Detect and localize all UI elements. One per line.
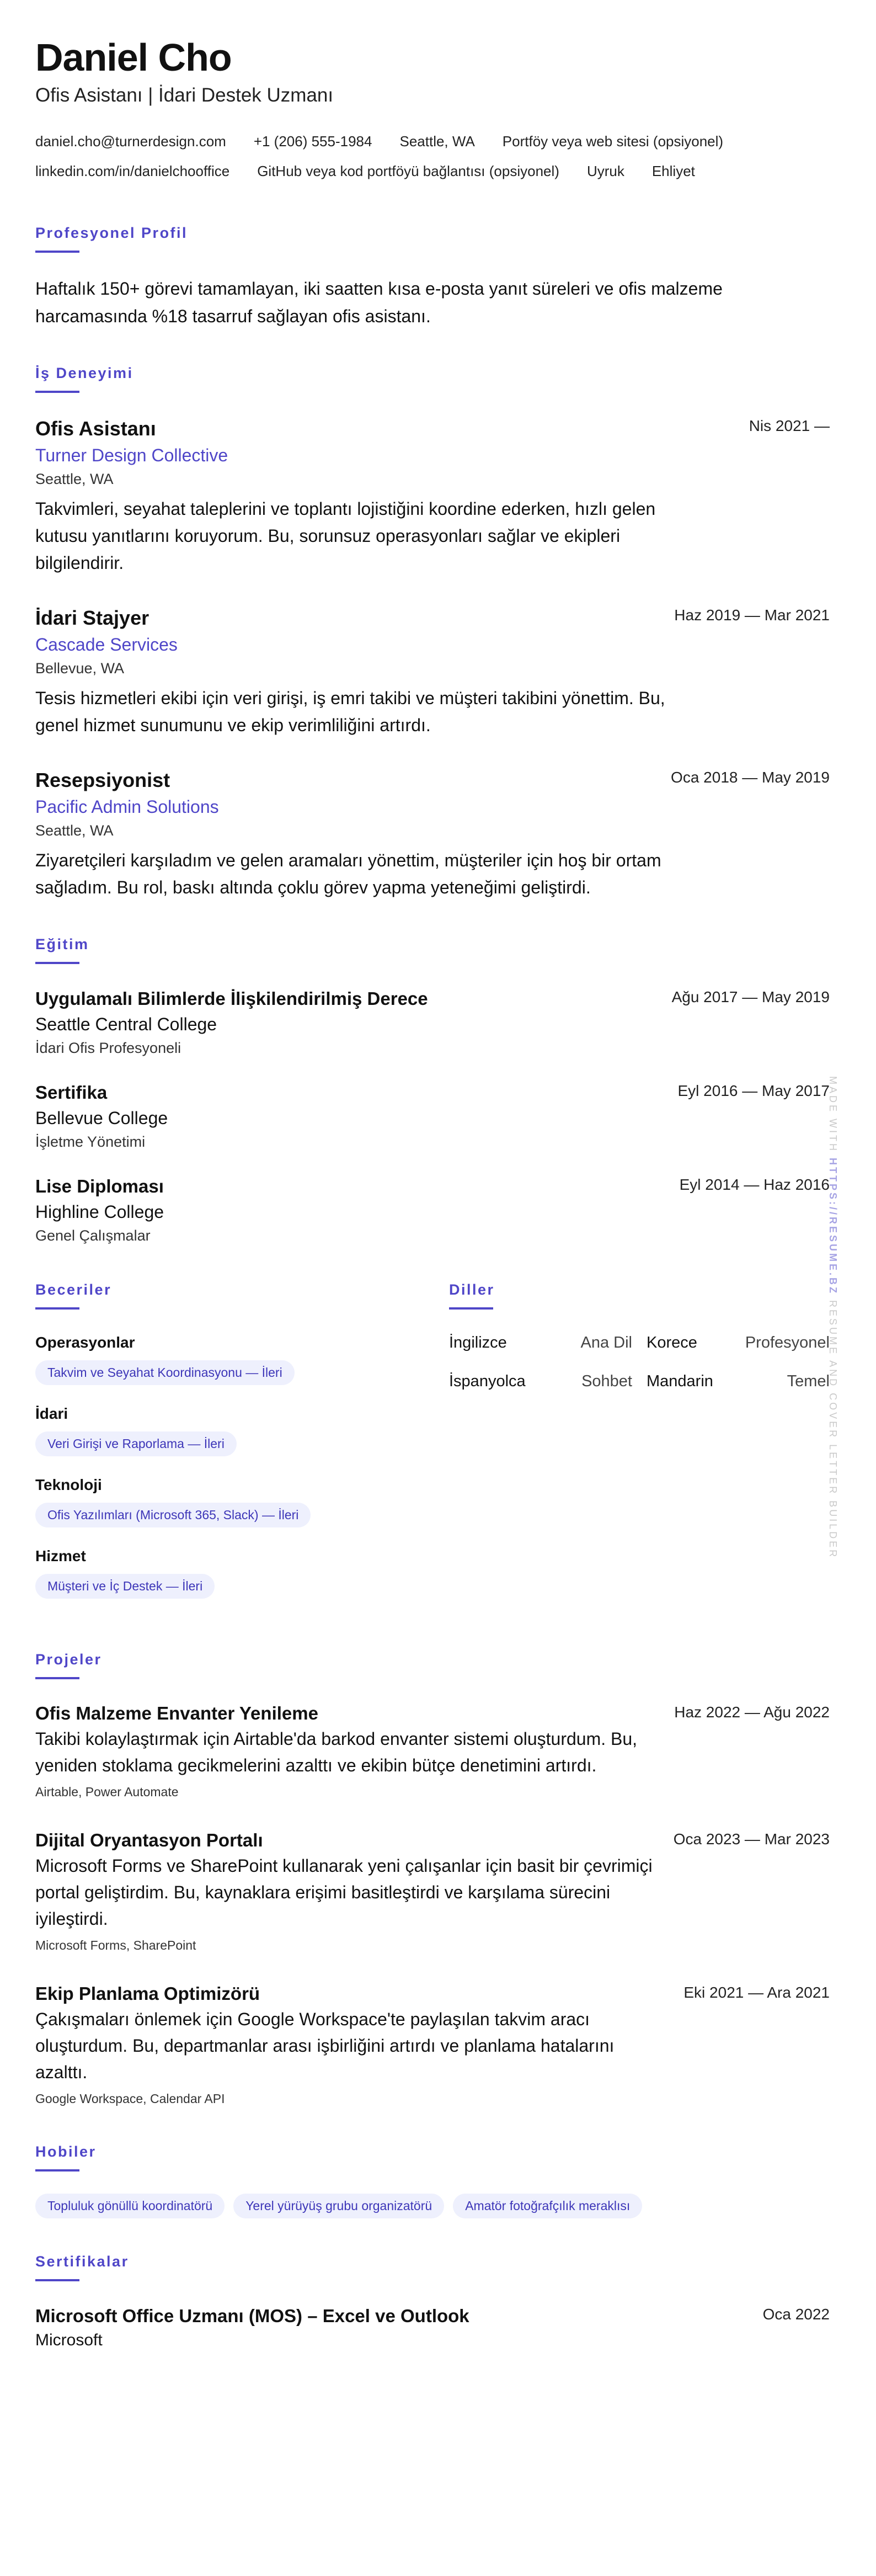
- project-title: Dijital Oryantasyon Portalı: [35, 1830, 263, 1850]
- skill-chip: Müşteri ve İç Destek — İleri: [35, 1574, 215, 1599]
- project-date: Eki 2021 — Ara 2021: [683, 1984, 830, 2001]
- section-divider: [35, 2279, 79, 2281]
- project-entry: [35, 1701, 830, 1802]
- experience-section: [35, 363, 830, 901]
- hobby-chip: Amatör fotoğrafçılık meraklısı: [453, 2194, 642, 2218]
- section-divider: [35, 391, 79, 393]
- profile-summary: Haftalık 150+ görevi tamamlayan, iki saatten kısa e-posta yanıt süreleri ve ofis malzeme harcamasında %18 tasarruf sağlayan ofis asistanı.: [35, 279, 723, 326]
- profile-section: [35, 223, 830, 330]
- section-title: Profesyonel Profil: [35, 225, 188, 241]
- hobby-chip: Yerel yürüyüş grubu organizatörü: [233, 2194, 444, 2218]
- project-title: Ofis Malzeme Envanter Yenileme: [35, 1703, 318, 1723]
- section-title: Hobiler: [35, 2143, 97, 2160]
- contact-nationality: Uyruk: [586, 163, 624, 179]
- job-company: Cascade Services: [35, 635, 178, 654]
- project-description: Microsoft Forms ve SharePoint kullanarak yeni çalışanlar için basit bir çevrimiçi portal geliştirdim. Bu, kaynaklara erişimi basitleştirdi ve karşılama sürecini iyileştirdi.: [35, 1856, 653, 1929]
- certification-title: Microsoft Office Uzmanı (MOS) – Excel ve Outlook: [35, 2306, 469, 2326]
- skill-category: İdari: [35, 1405, 68, 1422]
- contact-line-1: [35, 130, 830, 160]
- job-entry: [35, 604, 830, 739]
- hobby-list: [35, 2194, 830, 2218]
- education-date: Ağu 2017 — May 2019: [671, 988, 830, 1005]
- job-description: Ziyaretçileri karşıladım ve gelen aramaları yönettim, müşteriler için hoş bir ortam sağladım. Bu rol, baskı altında çoklu görev yapma yeteneğimi geliştirdi.: [35, 850, 661, 897]
- language-name: Korece: [647, 1334, 697, 1351]
- hobbies-section: [35, 2142, 830, 2218]
- watermark-link[interactable]: HTTPS://RESUME.BZ: [827, 1158, 838, 1296]
- language-item: [449, 1370, 632, 1392]
- section-title: Diller: [449, 1281, 495, 1298]
- job-date: Haz 2019 — Mar 2021: [674, 606, 830, 624]
- skill-group: [35, 1332, 449, 1385]
- skill-group: [35, 1545, 449, 1599]
- candidate-name: Daniel Cho: [35, 36, 232, 79]
- contact-info: [35, 130, 830, 190]
- contact-phone[interactable]: +1 (206) 555-1984: [253, 133, 372, 150]
- job-location: Seattle, WA: [35, 471, 114, 487]
- education-entry: [35, 986, 830, 1059]
- builder-watermark: [827, 1076, 838, 1559]
- job-date: Nis 2021 —: [749, 417, 830, 434]
- contact-line-2: [35, 160, 830, 190]
- education-entry: [35, 1174, 830, 1247]
- education-institution: Highline College: [35, 1202, 164, 1222]
- job-location: Bellevue, WA: [35, 660, 125, 677]
- language-name: İspanyolca: [449, 1372, 526, 1390]
- section-divider: [35, 1307, 79, 1310]
- education-institution: Bellevue College: [35, 1108, 168, 1128]
- language-level: Profesyonel: [745, 1334, 830, 1351]
- job-date: Oca 2018 — May 2019: [671, 769, 830, 786]
- skill-chip: Veri Girişi ve Raporlama — İleri: [35, 1431, 237, 1456]
- education-date: Eyl 2016 — May 2017: [677, 1082, 830, 1099]
- language-item: [647, 1370, 830, 1392]
- language-name: İngilizce: [449, 1334, 507, 1351]
- skills-languages-row: [35, 1280, 830, 1616]
- language-level: Temel: [787, 1372, 830, 1390]
- skill-chip: Takvim ve Seyahat Koordinasyonu — İleri: [35, 1360, 295, 1385]
- job-entry: [35, 767, 830, 901]
- job-company: Pacific Admin Solutions: [35, 797, 219, 817]
- certification-date: Oca 2022: [762, 2306, 830, 2323]
- section-title: Beceriler: [35, 1281, 112, 1298]
- education-degree: Uygulamalı Bilimlerde İlişkilendirilmiş Derece: [35, 988, 428, 1009]
- language-item: [449, 1332, 632, 1354]
- job-description: Takvimleri, seyahat taleplerini ve toplantı lojistiğini koordine ederken, hızlı gelen kutusu yanıtlarını koruyorum. Bu, sorunsuz operasyonları sağlar ve ekipleri bilgilendirir.: [35, 499, 656, 573]
- skill-chip: Ofis Yazılımları (Microsoft 365, Slack) — İleri: [35, 1503, 311, 1527]
- project-tech: Google Workspace, Calendar API: [35, 2091, 225, 2106]
- education-entry: [35, 1080, 830, 1153]
- section-divider: [35, 962, 79, 964]
- skill-group: [35, 1474, 449, 1527]
- project-date: Oca 2023 — Mar 2023: [673, 1830, 830, 1848]
- section-title: Sertifikalar: [35, 2253, 129, 2270]
- candidate-headline: Ofis Asistanı | İdari Destek Uzmanı: [35, 84, 334, 106]
- education-field: İdari Ofis Profesyoneli: [35, 1040, 181, 1056]
- contact-license: Ehliyet: [651, 163, 695, 179]
- job-title: İdari Stajyer: [35, 606, 149, 629]
- contact-location: Seattle, WA: [399, 133, 475, 150]
- education-field: İşletme Yönetimi: [35, 1133, 146, 1150]
- watermark-prefix: MADE WITH: [827, 1076, 838, 1153]
- language-level: Ana Dil: [580, 1334, 632, 1351]
- job-location: Seattle, WA: [35, 822, 114, 839]
- project-description: Takibi kolaylaştırmak için Airtable'da barkod envanter sistemi oluşturdum. Bu, yeniden stoklama gecikmelerini azalttı ve ekibin bütçe denetimini artırdı.: [35, 1729, 638, 1775]
- skill-category: Hizmet: [35, 1547, 86, 1564]
- skills-section: [35, 1280, 449, 1616]
- section-divider: [449, 1307, 493, 1310]
- hobby-chip: Topluluk gönüllü koordinatörü: [35, 2194, 225, 2218]
- education-field: Genel Çalışmalar: [35, 1227, 151, 1244]
- project-date: Haz 2022 — Ağu 2022: [674, 1704, 830, 1721]
- languages-grid: [449, 1332, 830, 1392]
- job-title: Ofis Asistanı: [35, 417, 156, 440]
- skill-category: Operasyonlar: [35, 1334, 135, 1351]
- certification-entry: [35, 2303, 830, 2352]
- contact-github[interactable]: GitHub veya kod portföyü bağlantısı (opsiyonel): [257, 163, 559, 179]
- education-date: Eyl 2014 — Haz 2016: [679, 1176, 830, 1193]
- skill-group: [35, 1403, 449, 1456]
- section-title: Projeler: [35, 1651, 102, 1668]
- resume-page: [35, 34, 830, 2352]
- language-level: Sohbet: [581, 1372, 632, 1390]
- job-entry: [35, 415, 830, 577]
- project-description: Çakışmaları önlemek için Google Workspace'te paylaşılan takvim aracı oluşturdum. Bu, departmanlar arası işbirliğini artırdı ve planlama hatalarını azalttı.: [35, 2009, 615, 2082]
- section-title: Eğitim: [35, 936, 89, 952]
- project-tech: Microsoft Forms, SharePoint: [35, 1938, 196, 1952]
- projects-section: [35, 1649, 830, 2109]
- education-section: [35, 934, 830, 1247]
- project-title: Ekip Planlama Optimizörü: [35, 1983, 260, 2004]
- education-institution: Seattle Central College: [35, 1014, 217, 1034]
- section-divider: [35, 2169, 79, 2171]
- watermark-suffix: RESUME AND COVER LETTER BUILDER: [827, 1300, 838, 1560]
- project-entry: [35, 1982, 830, 2109]
- certification-issuer: Microsoft: [35, 2331, 103, 2349]
- language-name: Mandarin: [647, 1372, 713, 1390]
- contact-linkedin[interactable]: linkedin.com/in/danielchooffice: [35, 163, 230, 179]
- certifications-section: [35, 2252, 830, 2352]
- section-divider: [35, 251, 79, 253]
- contact-email[interactable]: daniel.cho@turnerdesign.com: [35, 133, 226, 150]
- education-degree: Lise Diploması: [35, 1176, 164, 1196]
- project-entry: [35, 1828, 830, 1955]
- education-degree: Sertifika: [35, 1082, 108, 1103]
- languages-section: [449, 1280, 830, 1616]
- job-company: Turner Design Collective: [35, 445, 228, 465]
- contact-portfolio[interactable]: Portföy veya web sitesi (opsiyonel): [502, 133, 724, 150]
- job-description: Tesis hizmetleri ekibi için veri girişi, iş emri takibi ve müşteri takibini yönettim. Bu, genel hizmet sunumunu ve ekip verimliliğini artırdı.: [35, 688, 665, 735]
- section-title: İş Deneyimi: [35, 365, 133, 381]
- skill-category: Teknoloji: [35, 1476, 102, 1493]
- language-item: [647, 1332, 830, 1354]
- section-divider: [35, 1677, 79, 1679]
- project-tech: Airtable, Power Automate: [35, 1785, 179, 1799]
- job-title: Resepsiyonist: [35, 769, 170, 791]
